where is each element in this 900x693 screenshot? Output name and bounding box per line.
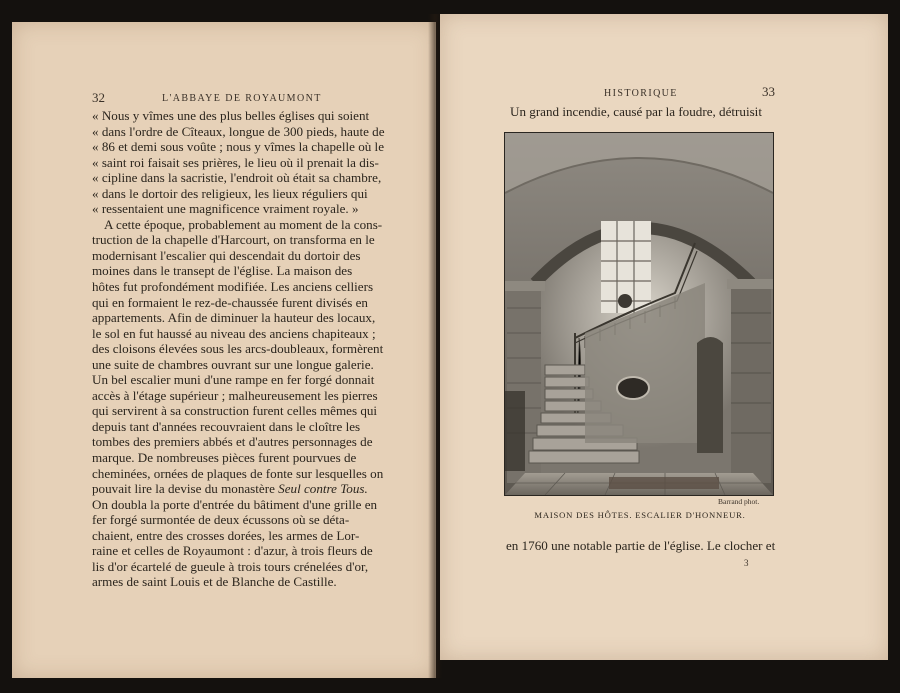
text-line: en 1760 une notable partie de l'église. Le clocher et xyxy=(506,538,776,553)
text-line: des cloisons élevées sous les arcs-doubleaux, formèrent xyxy=(92,341,384,357)
text-line: truction de la chapelle d'Harcourt, on transforma en le xyxy=(92,232,375,248)
text-line: marque. De nombreuses pièces furent pourvues de xyxy=(92,450,357,466)
text-line: A cette époque, probablement au moment de la cons- xyxy=(104,216,383,232)
staircase-photo-illustration xyxy=(505,133,773,495)
text-line: une suite de chambres ouvrant sur une longue galerie. xyxy=(92,356,374,372)
text-line: armes de saint Louis et de Blanche de Castille. xyxy=(92,574,337,590)
text-line: qui en formaient le rez-de-chaussée furent divisés en xyxy=(92,294,368,310)
signature-mark: 3 xyxy=(744,558,749,568)
left-page xyxy=(12,22,436,678)
text-line-start: pouvait lire la devise du monastère xyxy=(92,481,279,497)
text-line: raine et celles de Royaumont : d'azur, à trois fleurs de xyxy=(92,543,373,559)
text-line: lis d'or écartelé de gueule à trois tours crénelées d'or, xyxy=(92,558,369,574)
right-top-text xyxy=(510,104,790,120)
left-body-text xyxy=(92,108,436,590)
text-line: accès à l'étage supérieur ; malheureusement les pierres xyxy=(92,387,378,403)
text-line: Un grand incendie, causé par la foudre, détruisit xyxy=(510,104,762,119)
photo-credit: Barrand phot. xyxy=(718,497,760,506)
text-line: « cipline dans la sacristie, l'endroit où était sa chambre, xyxy=(92,170,382,186)
text-line: modernisant l'escalier qui descendait du dortoir des xyxy=(92,247,361,263)
text-line: appartements. Afin de diminuer la hauteur des locaux, xyxy=(92,310,376,326)
text-line: le sol en fut haussé au niveau des anciens chapiteaux ; xyxy=(92,325,376,341)
text-line: « dans le dortoir des religieux, les lieux réguliers qui xyxy=(92,185,368,201)
text-line: cheminées, ornées de plaques de fonte sur lesquelles on xyxy=(92,465,384,481)
photo-caption: MAISON DES HÔTES. ESCALIER D'HONNEUR. xyxy=(534,510,746,520)
text-line: On doubla la porte d'entrée du bâtiment d'une grille en xyxy=(92,496,378,512)
text-line: chaient, entre des crosses dorées, les armes de Lor- xyxy=(92,527,360,543)
text-line: tombes des premiers abbés et d'autres personnages de xyxy=(92,434,373,450)
text-line: Un bel escalier muni d'une rampe en fer forgé donnait xyxy=(92,372,375,388)
right-page-number: 33 xyxy=(762,84,775,99)
text-line: moines dans le transept de l'église. La maison des xyxy=(92,263,353,279)
left-running-head: L'ABBAYE DE ROYAUMONT xyxy=(162,93,322,104)
text-line: hôtes fut profondément modifiée. Les anciens celliers xyxy=(92,279,374,295)
text-line: « saint roi faisait ses prières, le lieu où il prenait la dis- xyxy=(92,154,379,170)
staircase-photograph xyxy=(504,132,774,496)
text-line xyxy=(92,481,436,497)
right-page xyxy=(440,14,888,660)
left-page-number: 32 xyxy=(92,90,105,105)
text-line: « ressentaient une magnificence vraiment royale. » xyxy=(92,201,359,217)
text-line: depuis tant d'années recouvraient dans le cloître les xyxy=(92,418,361,434)
text-line: fer forgé surmontée de deux écussons où se déta- xyxy=(92,512,350,528)
right-running-head: HISTORIQUE xyxy=(604,88,678,99)
motto: Seul contre Tous. xyxy=(278,481,368,497)
right-bottom-text xyxy=(506,538,796,554)
text-line: « 86 et demi sous voûte ; nous y vîmes la chapelle où le xyxy=(92,139,385,155)
text-line: « Nous y vîmes une des plus belles églises qui soient xyxy=(92,108,370,123)
text-line: « dans l'ordre de Cîteaux, longue de 300 pieds, haute de xyxy=(92,123,385,139)
text-line: qui servirent à sa construction furent celles mêmes qui xyxy=(92,403,378,419)
